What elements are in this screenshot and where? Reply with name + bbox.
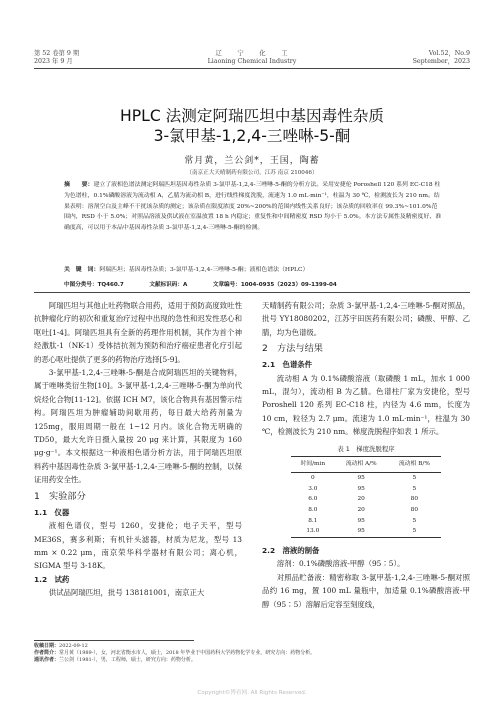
title-line2: 3-氯甲基-1,2,4-三唑啉-5-酮 — [153, 127, 351, 145]
footnote-correspondence — [34, 657, 470, 664]
section-heading-2: 2 方法与结果 — [262, 343, 323, 355]
header-journal-cn: 辽 宁 化 工 — [215, 50, 289, 57]
table-cell: 5 — [388, 526, 441, 537]
keywords-label: 关 键 词： — [64, 267, 100, 273]
intro-paragraph-2: 3-氯甲基-1,2,4-三唑啉-5-酮是合成阿瑞匹坦的关键物料，属于唑啉类衍生物[10]。3-氯甲基-1,2,4-三唑啉-5-酮为单向代烷烃化合物[11-12]。依据 ICH M7，该化合物具有基因警示结构。阿瑞匹坦为肿瘤辅助间歇用药，每日最大给药剂量为 125mg，服用周期一般在 1~12 月内。该化合物无明确的 TD50，最大允许日摄入量按 20 μg 来计算，其限度为 160 μg·g⁻¹。本文根据这一种液相色谱分析方法，用于阿瑞匹坦原料药中基因毒性杂质 3-氯甲基-1,2,4-三唑啉-5-酮的控制，以保证用药安全性。 — [34, 368, 242, 485]
reagents-paragraph: 供试品阿瑞匹坦，批号 138181001，南京正大 — [48, 588, 205, 598]
copyright-watermark: Copyright©博看网. All Rights Reserved. — [197, 690, 307, 696]
right-column — [262, 299, 470, 611]
subsection-heading-1-1: 1.1 仪器 — [34, 507, 70, 517]
chromatography-paragraph: 流动相 A 为 0.1%磷酸溶液（取磷酸 1 mL，加水 1 000 mL，混匀），流动相 B 为乙腈。色谱柱厂家为安捷伦，型号 Poroshell 120 系列 EC-C18 柱，内径为 4.6 mm，长度为 10 cm，粒径为 2.7 μm。流速为 1.0 mL·min⁻¹，柱温为 30 ℃，检测波长为 210 nm。梯度洗脱程序如表 1 所示。 — [262, 373, 470, 437]
footnote-author-text: 常月黄（1989-），女，河北省衡水市人，硕士，2018 年毕业于中国药科大学药物化学专业，研究方向：药物分析。 — [59, 650, 316, 656]
table-row — [291, 526, 441, 537]
intro-paragraph-1: 阿瑞匹坦与其他止吐药物联合用药，适用于预防高度致吐性抗肿瘤化疗的初次和重复治疗过程中出现的急性和迟发性恶心和呕吐[1-4]。阿瑞匹坦具有全新的药理作用机制，其作为首个神经激肽-1（NK-1）受体拮抗剂为预防和治疗癌症患者化疗引起的恶心呕吐提供了更多的药物治疗选择[5-9]。 — [34, 301, 242, 364]
table-row — [291, 473, 441, 484]
table-cell: 20 — [357, 507, 365, 514]
table-cell: 5 — [412, 485, 417, 492]
footnote-received — [34, 643, 470, 650]
footnote-author — [34, 650, 470, 657]
footnote-received-label: 收稿日期： — [34, 643, 60, 649]
subsection-heading-2-1: 2.1 色谱条件 — [262, 360, 313, 370]
table-cell: 5 — [412, 475, 417, 482]
document-code: 文献标识码：A — [149, 282, 188, 288]
header-volume-cn: 第 52 卷第 9 期 — [34, 50, 80, 57]
table-row — [291, 516, 441, 527]
abstract-rule — [34, 292, 470, 293]
footnote-corr-text: 兰公剑（1981-），男，工程师，硕士，研究方向：药物分析。 — [59, 657, 196, 663]
title-line1: HPLC 法测定阿瑞匹坦中基因毒性杂质 — [120, 107, 384, 125]
abstract-label: 摘 要： — [64, 182, 94, 188]
footnote-corr-label: 通讯作者： — [34, 657, 60, 663]
table-cell: 95 — [357, 517, 365, 524]
table-cell: 6.0 — [308, 496, 318, 503]
table-cell: 80 — [410, 496, 419, 503]
table-header-cell: 流动相 A/% — [335, 457, 388, 473]
abstract — [64, 180, 442, 234]
article-number: 文章编号：1004-0935（2023）09-1399-04 — [212, 282, 337, 288]
footnote-author-label: 作者简介： — [34, 650, 60, 656]
table-header-cell: 流动相 B/% — [388, 457, 441, 473]
affiliation: （南京正大天晴制药有限公司，江苏 南京 210046） — [186, 170, 318, 176]
table-cell: 20 — [357, 496, 365, 503]
abstract-text: 建立了液相色谱法测定阿瑞匹坦基因毒性杂质 3-氯甲基-1,2,4-三唑啉-5-酮的分析方法。采用安捷伦 Poroshell 120 系列 EC-C18 柱为色谱柱，0.1%磷酸溶液为流动相 A，乙腈为流动相 B，进行线性梯度洗脱，流速为 1.0 mL·min⁻¹，柱温为 30 ℃，检测波长为 210 nm。结果表明：溶剂空白及主峰不干扰该杂质的测定；该杂质在限度浓度 20%~200%的范围内线性关系良好；该杂质的回收率在 99.3%~101.0%范围内，RSD 小于 5.0%；对照品溶液及供试液在室温放置 18 h 内稳定；重复性和中间精密度 RSD 均小于 5.0%。本方法专属性及精密度好、准确度高，可以用于本品中基因毒性杂质 3-氯甲基-1,2,4-三唑啉-5-酮的检测。 — [64, 182, 442, 232]
table-cell: 8.0 — [308, 507, 318, 514]
keywords — [64, 265, 442, 276]
authors: 常月黄，兰公剑*，王国，陶蓄 — [184, 156, 320, 166]
table-cell: 3.0 — [308, 485, 318, 492]
section-heading-1: 1 实验部分 — [34, 490, 86, 502]
header-rule — [34, 68, 470, 69]
table-row — [291, 495, 441, 506]
reagents-continued: 天晴制药有限公司；杂质 3-氯甲基-1,2,4-三唑啉-5-酮对照品，批号 YY18080202，江苏宇田医药有限公司；磷酸、甲醇、乙腈，均为色谱级。 — [262, 301, 470, 337]
table-cell: 8.1 — [308, 517, 318, 524]
header-date-en: September，2023 — [412, 58, 470, 65]
subsection-heading-2-2: 2.2 溶液的制备 — [262, 546, 320, 556]
footnote-received-text: 2022-09-12 — [59, 643, 88, 649]
subsection-heading-1-2: 1.2 试药 — [34, 574, 70, 584]
table-cell: 5 — [412, 517, 417, 524]
stock-solution-paragraph: 对照品贮备液：精密称取 3-氯甲基-1,2,4-三唑啉-5-酮对照品约 16 mg，置 100 mL 量瓶中，加适量 0.1%磷酸溶液-甲醇（95∶5）溶解后定容至刻度线， — [262, 572, 470, 609]
table-row — [291, 484, 441, 495]
table-cell: 95 — [357, 475, 365, 482]
header-journal-en: Liaoning Chemical Industry — [207, 58, 297, 65]
header-volume-en: Vol.52，No.9 — [428, 50, 470, 57]
article-meta — [64, 280, 442, 288]
gradient-table — [291, 456, 441, 538]
instruments-paragraph: 液相色谱仪，型号 1260，安捷伦；电子天平，型号 ME36S，赛多利斯；有机针头滤器，材质为尼龙，型号 13 mm × 0.22 μm，南京荣华科学器材有限公司；离心机，SIGMA 型号 3-18K。 — [34, 521, 242, 571]
left-column — [34, 299, 242, 600]
table-header-cell: 时间/min — [291, 457, 335, 473]
table-header-row — [291, 457, 441, 473]
table-cell: 95 — [335, 526, 388, 537]
table-cell: 80 — [410, 507, 419, 514]
table-title: 表 1 梯度洗脱程序 — [337, 444, 395, 453]
clc-code: 中图分类号：TQ460.7 — [64, 282, 124, 288]
table-row — [291, 505, 441, 516]
keywords-text: 阿瑞匹坦；基因毒性杂质；3-氯甲基-1,2,4-三唑啉-5-酮；液相色谱法（HPLC） — [99, 267, 309, 273]
table-cell: 95 — [357, 485, 365, 492]
solvent-paragraph: 溶剂：0.1%磷酸溶液-甲醇（95∶5）。 — [276, 559, 405, 569]
footnote-rule — [34, 640, 194, 641]
table-cell: 13.0 — [291, 526, 335, 537]
table-cell: 0 — [310, 475, 315, 482]
header-date-cn: 2023 年 9 月 — [34, 58, 73, 65]
